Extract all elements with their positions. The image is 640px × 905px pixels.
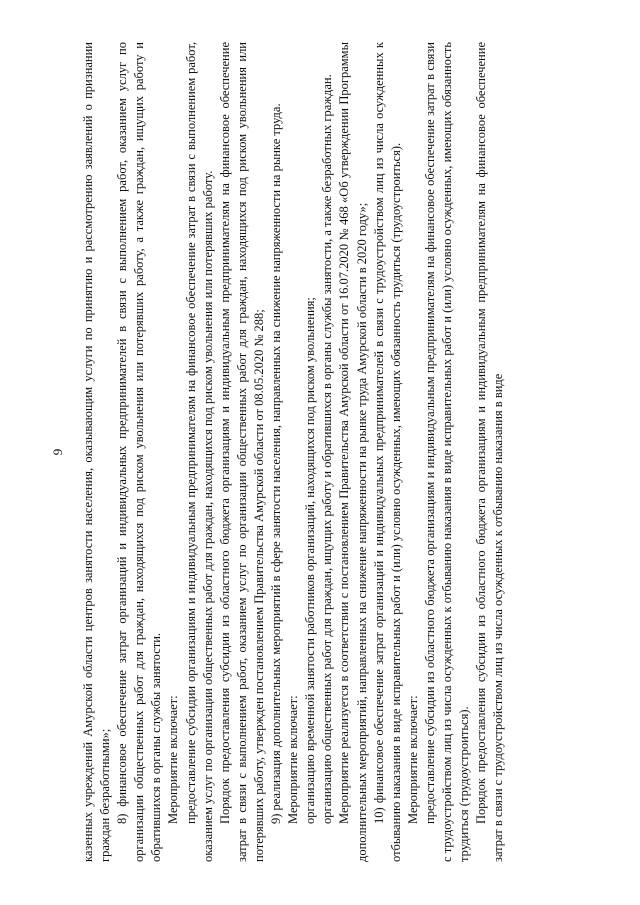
paragraph: организацию временной занятости работников организаций, находящихся под риском увольнения; xyxy=(303,297,318,824)
paragraph: предоставление субсидии из областного бюджета организациям и индивидуальным предпринимателям на финансовое обеспечение затрат в связи с трудоустройством лиц из числа осужденных к отбыванию наказания в виде исправительных работ и (или) условно осужденных, имеющих обязанность трудиться (трудоустроиться). xyxy=(422,42,472,862)
paragraph: Порядок предоставления субсидии из областного бюджета организациям и индивидуальным предпринимателям на финансовое обеспечение затрат в связи с выполнением работ, оказанием услуг по организации общественных работ для граждан, находящихся под риском увольнения или потерявших работу, утвержден постановлением Правительства Амурской области от 08.05.2020 № 288; xyxy=(217,42,266,862)
paragraph: Мероприятие реализуется в соответствии с постановлением Правительства Амурской области от 16.07.2020 № 468 «Об утверждении Программы дополнительных мероприятий, направленных на снижение напряженности на рынке труда Амурской области в 2020 году»; xyxy=(337,42,369,862)
paragraph: 10) финансовое обеспечение затрат организаций и индивидуальных предпринимателей в связи с трудоустройством лиц из числа осужденных к отбыванию наказания в виде исправительных работ и (или) условно осужденных, имеющих обязанность трудиться (трудоустроиться). xyxy=(371,42,403,862)
paragraph: 9) реализация дополнительных мероприятий в сфере занятости населения, направленных на снижение напряженности на рынке труда. xyxy=(269,103,284,824)
paragraph: предоставление субсидии организациям и индивидуальным предпринимателям на финансовое обеспечение затрат в связи с выполнением работ, оказанием услуг по организации общественных работ для граждан, находящихся под риском увольнения или потерявших работу. xyxy=(183,42,215,862)
paragraph: 8) финансовое обеспечение затрат организаций и индивидуальных предпринимателей в связи с выполнением работ, оказанием услуг по организации общественных работ для граждан, находящихся под риском увольнения или потерявших работу, а также граждан, ищущих работу и обратившихся в органы службы занятости. xyxy=(115,42,164,862)
paragraph: казенных учреждений Амурской области центров занятости населения, оказывающим услуги по принятию и рассмотрению заявлений о признании граждан безработными»; xyxy=(81,42,113,862)
paragraph: Порядок предоставления субсидии из областного бюджета организациям и индивидуальным предпринимателям на финансовое обеспечение затрат в связи с трудоустройством лиц из числа осужденных к отбыванию наказания в виде xyxy=(474,42,506,862)
paragraph: организацию общественных работ для граждан, ищущих работу и обратившихся в органы службы занятости, а также безработных граждан. xyxy=(320,74,335,824)
rotated-page-content xyxy=(50,42,590,862)
body-text xyxy=(80,42,507,862)
page-number: 9 xyxy=(50,448,65,456)
paragraph: Мероприятие включает: xyxy=(286,695,301,824)
paragraph: Мероприятие включает: xyxy=(405,695,420,824)
paragraph: Мероприятие включает: xyxy=(166,695,181,824)
